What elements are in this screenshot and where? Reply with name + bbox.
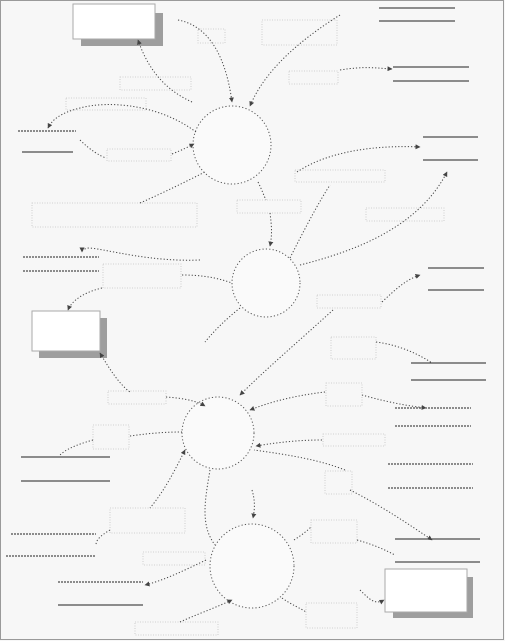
shadow-box-left[interactable] [32,311,107,358]
shadow-box-top[interactable] [73,4,163,46]
shadow-box-bottom-right[interactable] [385,569,473,618]
concept-circle-4[interactable] [210,524,294,608]
concept-circle-1[interactable] [193,106,271,184]
concept-circle-2[interactable] [232,249,300,317]
concept-circle-3[interactable] [182,397,254,469]
